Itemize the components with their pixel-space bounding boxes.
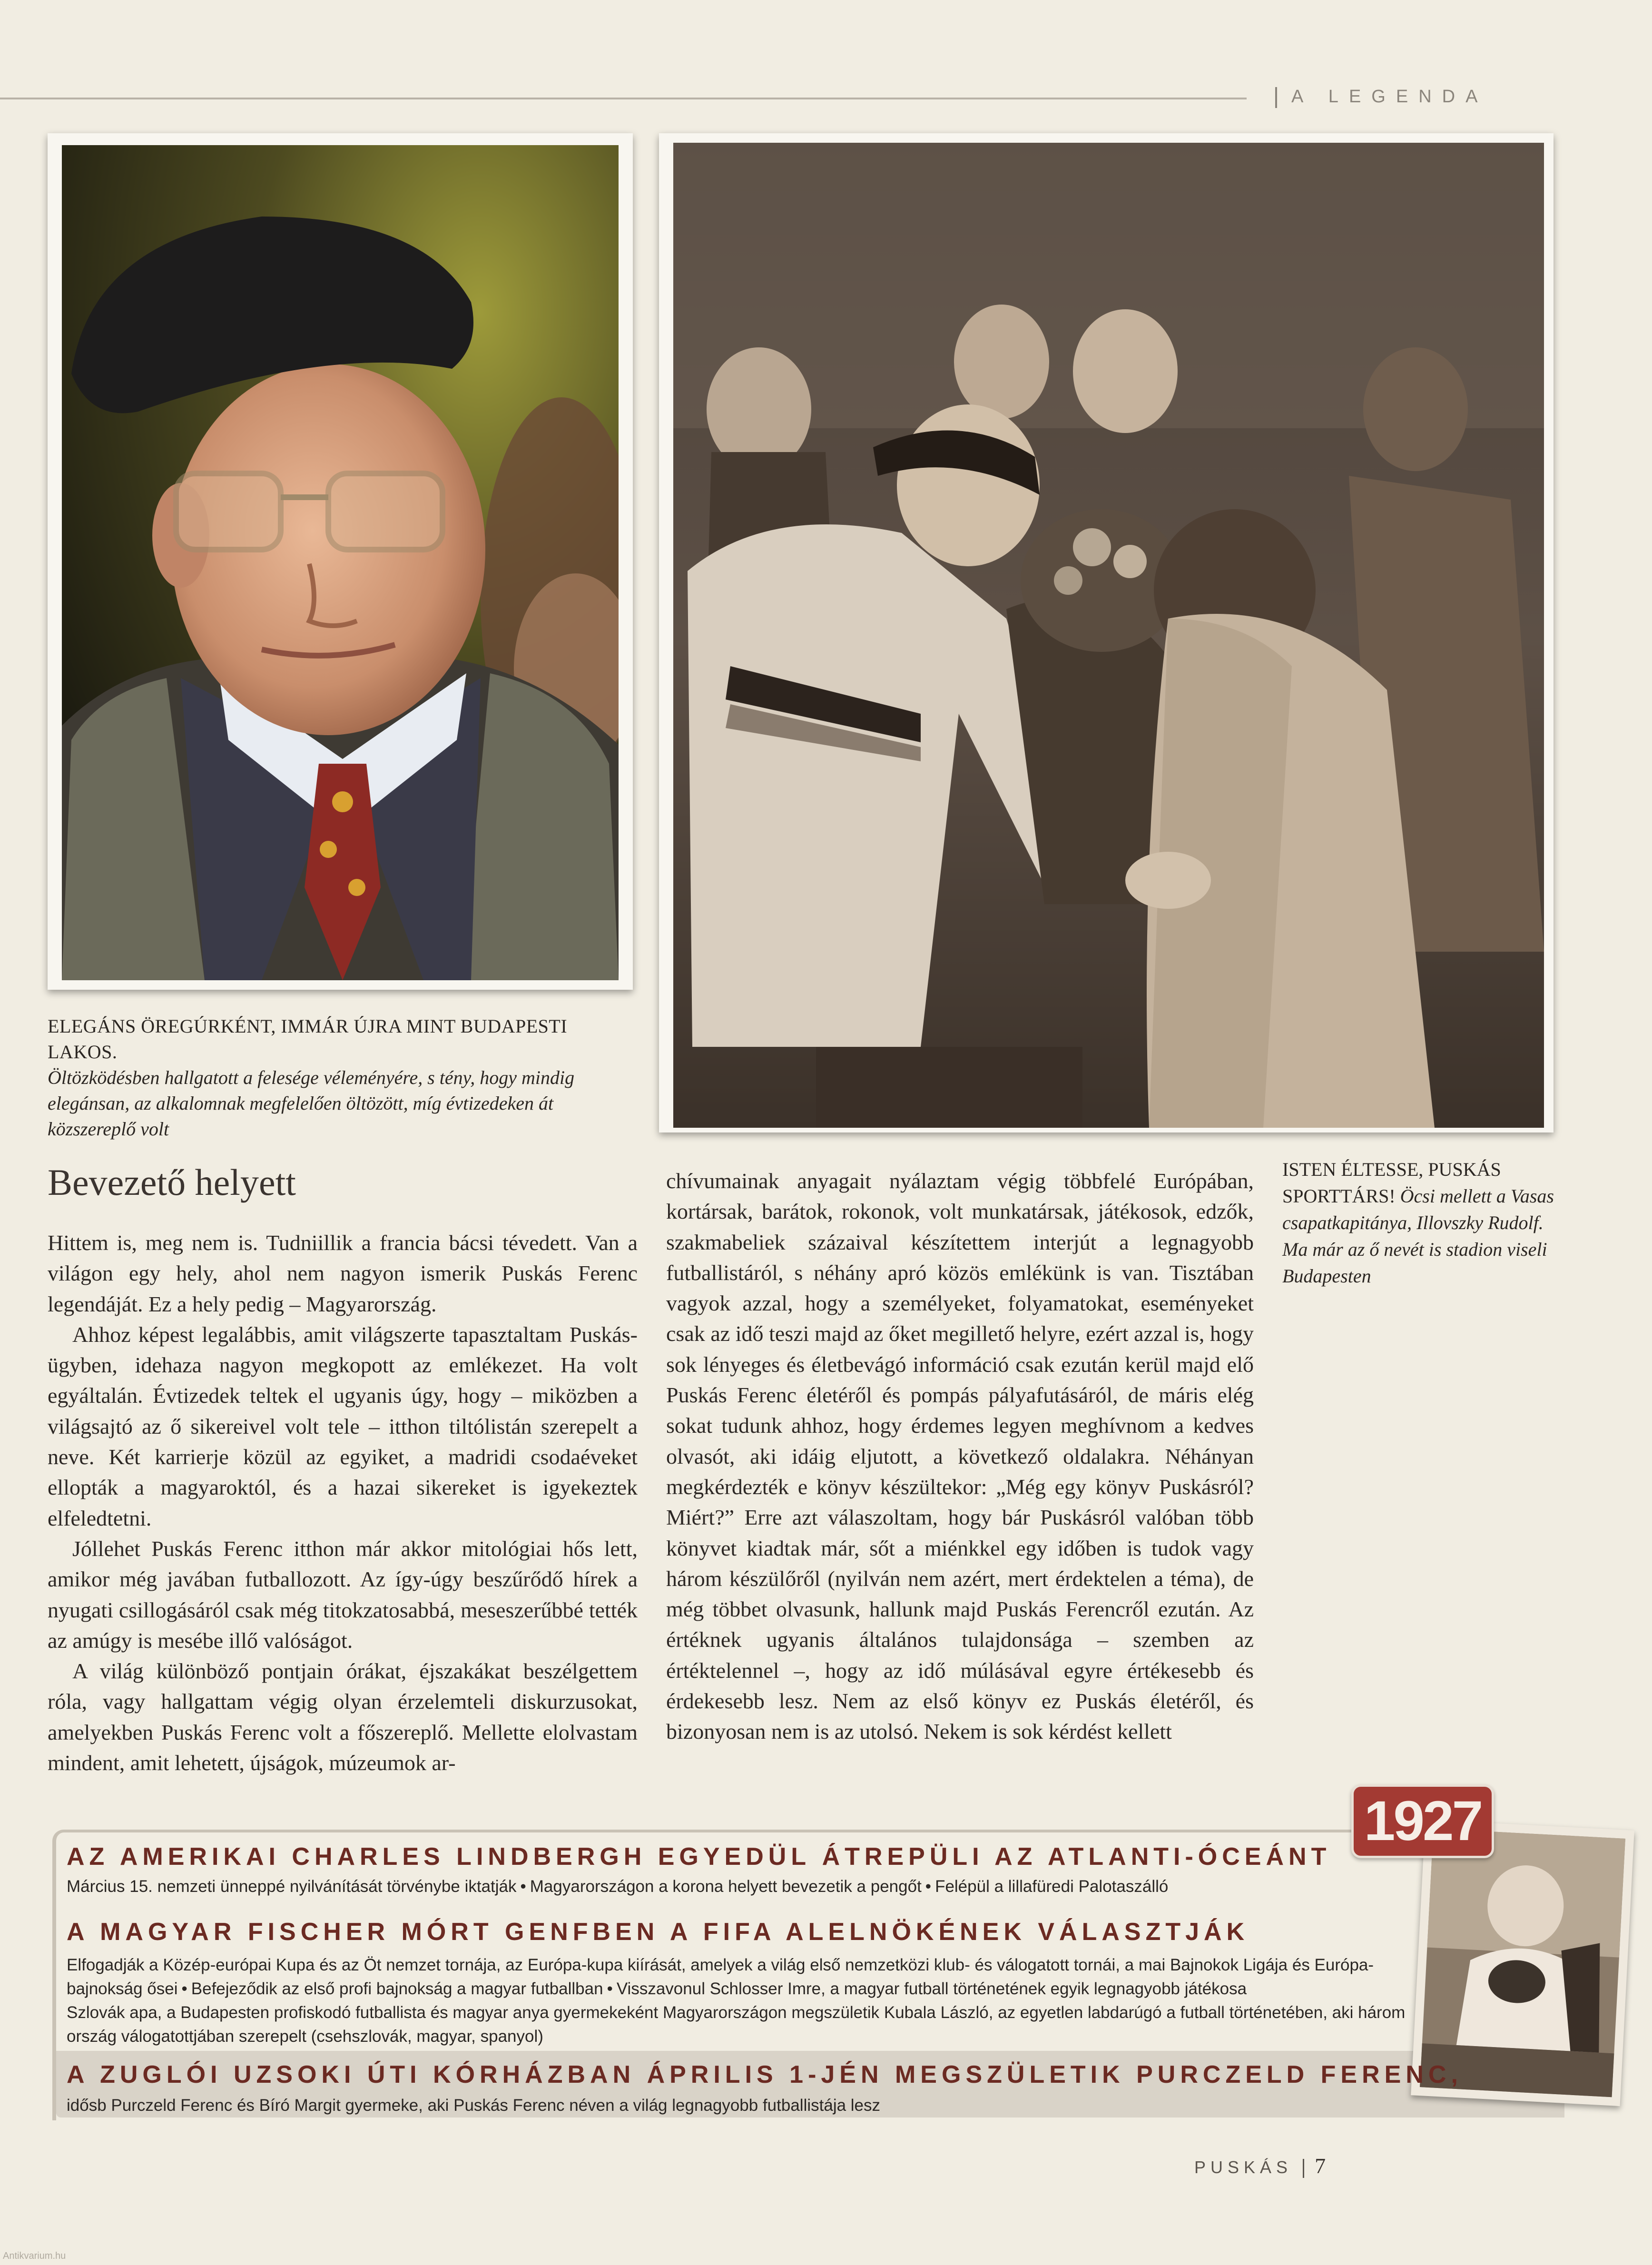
paragraph: A világ különböző pontjain órákat, éjszakákat beszélgettem róla, vagy hallgattam végig olyan érzelemteli diskurzusokat, amelyekben Puskás Ferenc volt a főszereplő. Mellette elolvastam mindent, amit lehetett, újságok, múzeumok ar- (48, 1659, 638, 1775)
paragraph: Hittem is, meg nem is. Tudniillik a francia bácsi tévedett. Van a világon egy hely, ahol nem nagyon ismerik Puskás Ferenc legendáját. Ez a hely pedig – Magyarország. (48, 1231, 638, 1316)
historic-photo-illustration (673, 143, 1544, 1128)
paragraph: Ahhoz képest legalábbis, amit világszerte tapasztaltam Puskás-ügyben, idehaza nagyon megkopott az emlékezet. Ha volt egyáltalán. Évtizedek teltek el ugyanis úgy, hogy – miközben a világsajtó az ő sikereivel volt tele – itthon tiltólistán szerepelt a neve. Két karrierje közül az egyiket, a madridi csodaéveket ellopták a magyaroktól, és a hazai sikereket is igyekeztek elfeledtetni. (48, 1322, 638, 1530)
bullet-icon: • (607, 1979, 613, 1998)
portrait-caption-body: Öltözködésben hallgatott a felesége véleményére, s tény, hogy mindig elegánsan, az alkalomnak megfelelően öltözött, míg évtizedeken át közszereplő volt (48, 1067, 575, 1140)
article-column-1 (48, 1228, 638, 1794)
timeline-item: Szlovák apa, a Budapesten profiskodó futballista és magyar anya gyermekeként Magyarországon megszületik Kubala László, az egyetlen labdarúgó a futball történetében, aki három ország válogatottjában szerepelt (csehszlovák, magyar, spanyol) (67, 2003, 1406, 2046)
section-label-text: A LEGENDA (1291, 87, 1488, 107)
timeline-item: Visszavonul Schlosser Imre, a magyar futball történetének egyik legnagyobb játékosa (616, 1979, 1247, 1998)
historic-caption-head: ISTEN ÉLTESSE, PUSKÁS SPORTTÁRS! (1282, 1159, 1501, 1207)
section-label (1275, 87, 1488, 113)
historic-photo (673, 143, 1544, 1128)
portrait-caption-head: ELEGÁNS ÖREGÚRKÉNT, IMMÁR ÚJRA MINT BUDAPESTI LAKOS. (48, 1015, 568, 1063)
historic-photo-caption (1282, 1156, 1558, 1318)
bullet-icon: • (520, 1877, 526, 1896)
timeline-event-title: A MAGYAR FISCHER MÓRT GENFBEN A FIFA ALELNÖKÉNEK VÁLASZTJÁK (67, 1918, 1249, 1946)
timeline-item: Felépül a lillafüredi Palotaszálló (935, 1877, 1169, 1896)
portrait-caption (48, 1014, 638, 1140)
watermark: Antikvarium.hu (3, 2251, 66, 2261)
page-number: 7 (1315, 2154, 1326, 2178)
portrait-illustration (62, 145, 619, 980)
portrait-photo (62, 145, 619, 980)
timeline-event-title: A ZUGLÓI UZSOKI ÚTI KÓRHÁZBAN ÁPRILIS 1-JÉN MEGSZÜLETIK PURCZELD FERENC, (67, 2061, 1463, 2088)
header-rule (0, 98, 1247, 99)
year-badge: 1927 (1351, 1784, 1494, 1858)
timeline-event-details: idősb Purczeld Ferenc és Bíró Margit gyermeke, aki Puskás Ferenc néven a világ legnagyobb futballistája lesz (67, 2096, 881, 2115)
page-footer (1194, 2153, 1394, 2182)
bullet-icon: • (925, 1877, 932, 1896)
book-title: PUSKÁS (1194, 2157, 1293, 2177)
timeline-item: Befejeződik az első profi bajnokság a magyar futballban (191, 1979, 603, 1998)
timeline-item: Március 15. nemzeti ünneppé nyilvánítását törvénybe iktatják (67, 1877, 517, 1896)
footer-divider (1303, 2159, 1304, 2178)
bullet-icon: • (181, 1979, 187, 1998)
timeline-event-details (67, 1953, 1427, 2048)
historic-caption-body: Öcsi mellett a Vasas csapatkapitánya, Illovszky Rudolf. Ma már az ő nevét is stadion viseli Budapesten (1282, 1185, 1554, 1287)
paragraph: chívumainak anyagait nyálaztam végig többfelé Európában, kortársak, barátok, rokonok, volt munkatársak, játékosok, edzők, szakmabeliek százaival készítettem interjút a legnagyobb futballistáról, s néhány apró közös emlékünk is van. Tisztában vagyok azzal, hogy a személyeket, folyamatokat, eseményeket csak az idő teszi majd az őket megillető helyre, ezért azzal is, hogy sok lényeges és életbevágó információ csak ezután kerül majd elő Puskás Ferenc életéről és pompás pályafutásáról, de máris elég sokat tudunk ahhoz, hogy érdemes legyen meghívnom a kedves olvasót, aki idáig eljutott, a következő oldalakra. Néhányan megkérdezték e könyv készültekor: „Még egy könyv Puskásról? Miért?” Erre azt válaszoltam, hogy bár Puskásról valóban több könyvet kiadtak már, sőt a miénkkel egy időben is tudok vagy három készülőről (nyilván nem azért, mert érdektelen a téma), de még többet olvasunk, hallunk majd Puskás Ferencről ezután. Az értéknek ugyanis általános tulajdonsága – szemben az értéktelennel –, hogy az idő múlásával egyre értékesebb és érdekesebb lesz. Nem az első könyv ez Puskás életéről, és bizonyosan nem is az utolsó. Nekem is sok kérdést kellett (666, 1169, 1254, 1744)
timeline-event-title: AZ AMERIKAI CHARLES LINDBERGH EGYEDÜL ÁTREPÜLI AZ ATLANTI-ÓCEÁNT (67, 1843, 1331, 1871)
paragraph: Jóllehet Puskás Ferenc itthon már akkor mitológiai hős lett, amikor még javában futballozott. Az így-úgy beszűrődő hírek a nyugati csillogásáról csak még titokzatosabbá, meseszerűbbé tették az amúgy is mesébe illő valóságot. (48, 1536, 638, 1653)
timeline-event-details (67, 1875, 1427, 1899)
timeline-item: Elfogadják a Közép-európai Kupa és az Öt nemzet tornája, az Európa-kupa kiírását, amelyek a világ első nemzetközi klub- és válogatott tornái, a mai Bajnokok Ligája és Európa-bajnokság ősei (67, 1956, 1374, 1998)
section-divider (1275, 87, 1277, 108)
timeline-item: Magyarországon a korona helyett bevezetik a pengőt (530, 1877, 922, 1896)
article-column-2 (666, 1166, 1254, 1784)
article-title: Bevezető helyett (48, 1162, 296, 1203)
